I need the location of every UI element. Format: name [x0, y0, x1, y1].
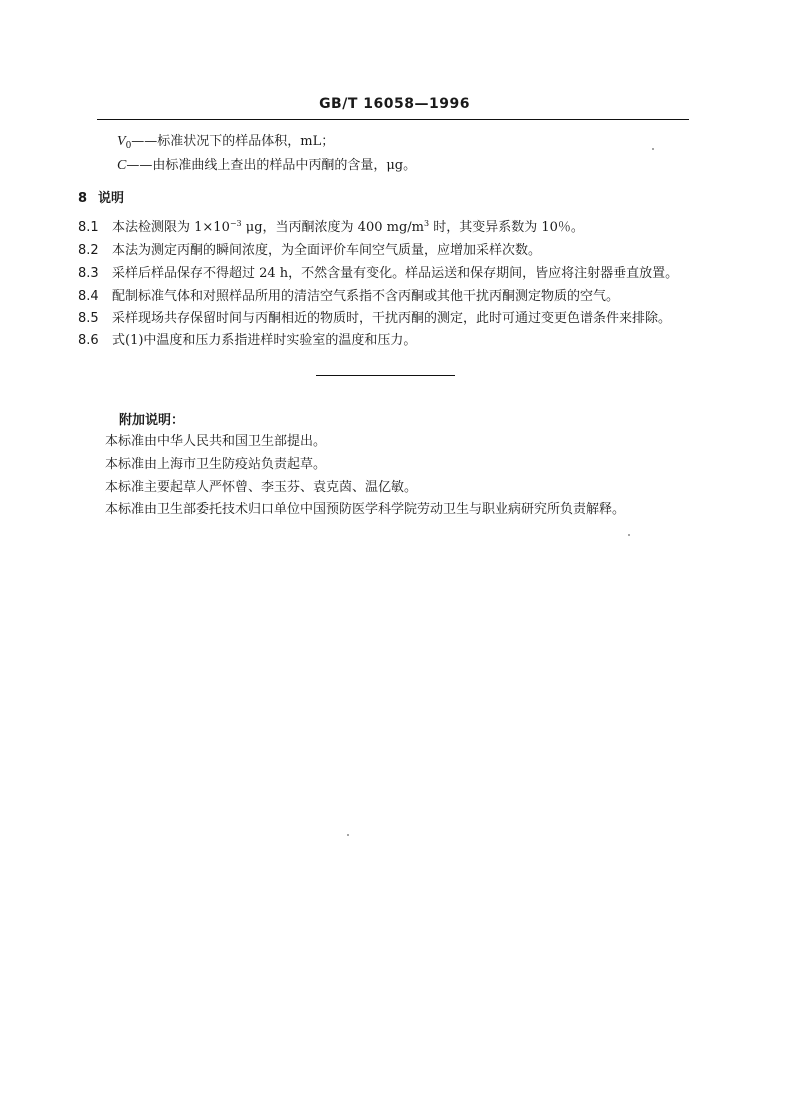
- clause-text: 式(1)中温度和压力系指进样时实验室的温度和压力。: [112, 333, 417, 348]
- variable-definition-c: [117, 157, 416, 179]
- variable-symbol: V: [117, 134, 126, 149]
- clause-8-3: [78, 265, 678, 283]
- clause-number: 8.1: [78, 220, 99, 235]
- scan-speck: [347, 834, 349, 836]
- clause-number: 8.6: [78, 333, 99, 348]
- clause-text: 采样现场共存保留时间与丙酮相近的物质时，干扰丙酮的测定，此时可通过变更色谱条件来排除。: [112, 311, 672, 326]
- variable-definition-v0: [117, 133, 334, 155]
- additional-note-line: 本标准由中华人民共和国卫生部提出。: [105, 434, 327, 449]
- scan-speck: [628, 534, 630, 536]
- variable-description: ——由标准曲线上查出的样品中丙酮的含量，μg。: [126, 158, 417, 173]
- clause-superscript: 3: [423, 219, 430, 228]
- additional-note-line: 本标准由上海市卫生防疫站负责起草。: [105, 457, 327, 472]
- section-title: 说明: [98, 191, 125, 206]
- clause-8-6: [78, 332, 416, 350]
- clause-text-part: 本法检测限为 1×10: [112, 220, 230, 235]
- clause-8-2: [78, 242, 541, 260]
- clause-text-part: 时，其变异系数为 10％。: [429, 220, 584, 235]
- clause-text: 本法为测定丙酮的瞬间浓度，为全面评价车间空气质量，应增加采样次数。: [112, 243, 542, 258]
- header-rule: [97, 119, 689, 120]
- section-heading: [78, 187, 124, 206]
- end-rule: [316, 375, 455, 376]
- clause-number: 8.2: [78, 243, 99, 258]
- scan-speck: [652, 148, 654, 150]
- page-header-standard-code: GB/T 16058—1996: [319, 96, 470, 112]
- clause-text: 采样后样品保存不得超过 24 h，不然含量有变化。样品运送和保存期间，皆应将注射器垂直放置。: [112, 266, 679, 281]
- section-number: 8: [78, 191, 88, 206]
- clause-text-part: μg，当丙酮浓度为 400 mg/m: [241, 220, 424, 235]
- clause-8-5: [78, 310, 671, 328]
- clause-number: 8.3: [78, 266, 99, 281]
- clause-8-1: [78, 219, 584, 237]
- additional-notes-title: 附加说明：: [119, 413, 185, 428]
- clause-text: 配制标准气体和对照样品所用的清洁空气系指不含丙酮或其他干扰丙酮测定物质的空气。: [112, 289, 620, 304]
- clause-number: 8.4: [78, 289, 99, 304]
- variable-symbol: C: [117, 158, 127, 173]
- additional-note-line: 本标准主要起草人严怀曾、李玉芬、袁克茵、温亿敏。: [105, 480, 418, 495]
- clause-number: 8.5: [78, 311, 99, 326]
- variable-description: ——标准状况下的样品体积，mL；: [131, 134, 335, 149]
- clause-superscript: −3: [229, 219, 242, 228]
- clause-8-4: [78, 288, 619, 306]
- additional-note-line: 本标准由卫生部委托技术归口单位中国预防医学科学院劳动卫生与职业病研究所负责解释。: [105, 502, 626, 517]
- variable-subscript: 0: [125, 141, 132, 151]
